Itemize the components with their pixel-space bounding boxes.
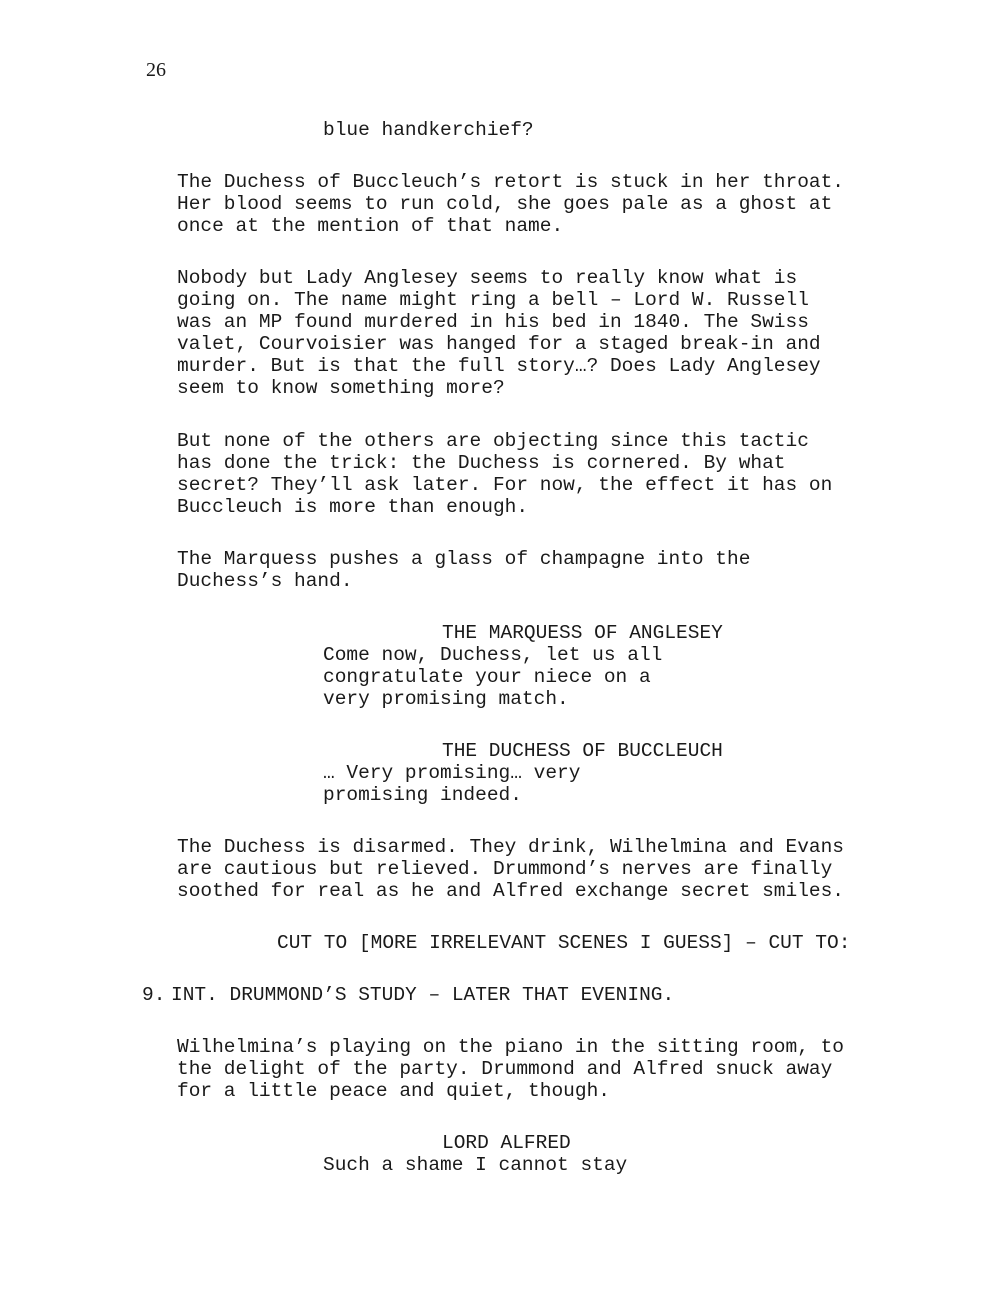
action-line: was an MP found murdered in his bed in 1840. The Swiss: [177, 311, 809, 333]
action-line: seem to know something more?: [177, 377, 505, 399]
dialogue-line: Come now, Duchess, let us all: [323, 644, 663, 666]
dialogue-line: Such a shame I cannot stay: [323, 1154, 628, 1176]
action-line: soothed for real as he and Alfred exchange secret smiles.: [177, 880, 845, 902]
action-line: Duchess’s hand.: [177, 570, 353, 592]
action-line: The Duchess of Buccleuch’s retort is stuck in her throat.: [177, 171, 845, 193]
transition: CUT TO [MORE IRRELEVANT SCENES I GUESS] – CUT TO:: [277, 932, 851, 954]
action-line: valet, Courvoisier was hanged for a staged break-in and: [177, 333, 821, 355]
action-line: has done the trick: the Duchess is cornered. By what: [177, 452, 786, 474]
action-line: for a little peace and quiet, though.: [177, 1080, 610, 1102]
action-line: Her blood seems to run cold, she goes pale as a ghost at: [177, 193, 833, 215]
action-line: secret? They’ll ask later. For now, the effect it has on: [177, 474, 833, 496]
dialogue-line: … Very promising… very: [323, 762, 581, 784]
action-line: Buccleuch is more than enough.: [177, 496, 529, 518]
action-line: Wilhelmina’s playing on the piano in the sitting room, to: [177, 1036, 845, 1058]
action-line: once at the mention of that name.: [177, 215, 564, 237]
action-line: murder. But is that the full story…? Does Lady Anglesey: [177, 355, 821, 377]
scene-heading: INT. DRUMMOND’S STUDY – LATER THAT EVENING.: [171, 984, 675, 1006]
dialogue-line: promising indeed.: [323, 784, 522, 806]
action-line: the delight of the party. Drummond and Alfred snuck away: [177, 1058, 833, 1080]
action-line: But none of the others are objecting since this tactic: [177, 430, 809, 452]
character-name: LORD ALFRED: [442, 1132, 571, 1154]
action-line: going on. The name might ring a bell – Lord W. Russell: [177, 289, 809, 311]
character-name: THE DUCHESS OF BUCCLEUCH: [442, 740, 723, 762]
page-number: 26: [146, 59, 166, 81]
scene-number: 9.: [142, 984, 166, 1006]
dialogue-line: congratulate your niece on a: [323, 666, 651, 688]
action-line: Nobody but Lady Anglesey seems to really know what is: [177, 267, 798, 289]
action-line: are cautious but relieved. Drummond’s nerves are finally: [177, 858, 833, 880]
action-line: The Duchess is disarmed. They drink, Wilhelmina and Evans: [177, 836, 845, 858]
action-line: The Marquess pushes a glass of champagne into the: [177, 548, 751, 570]
character-name: THE MARQUESS OF ANGLESEY: [442, 622, 723, 644]
dialogue-line: very promising match.: [323, 688, 569, 710]
dialogue-line: blue handkerchief?: [323, 119, 534, 141]
